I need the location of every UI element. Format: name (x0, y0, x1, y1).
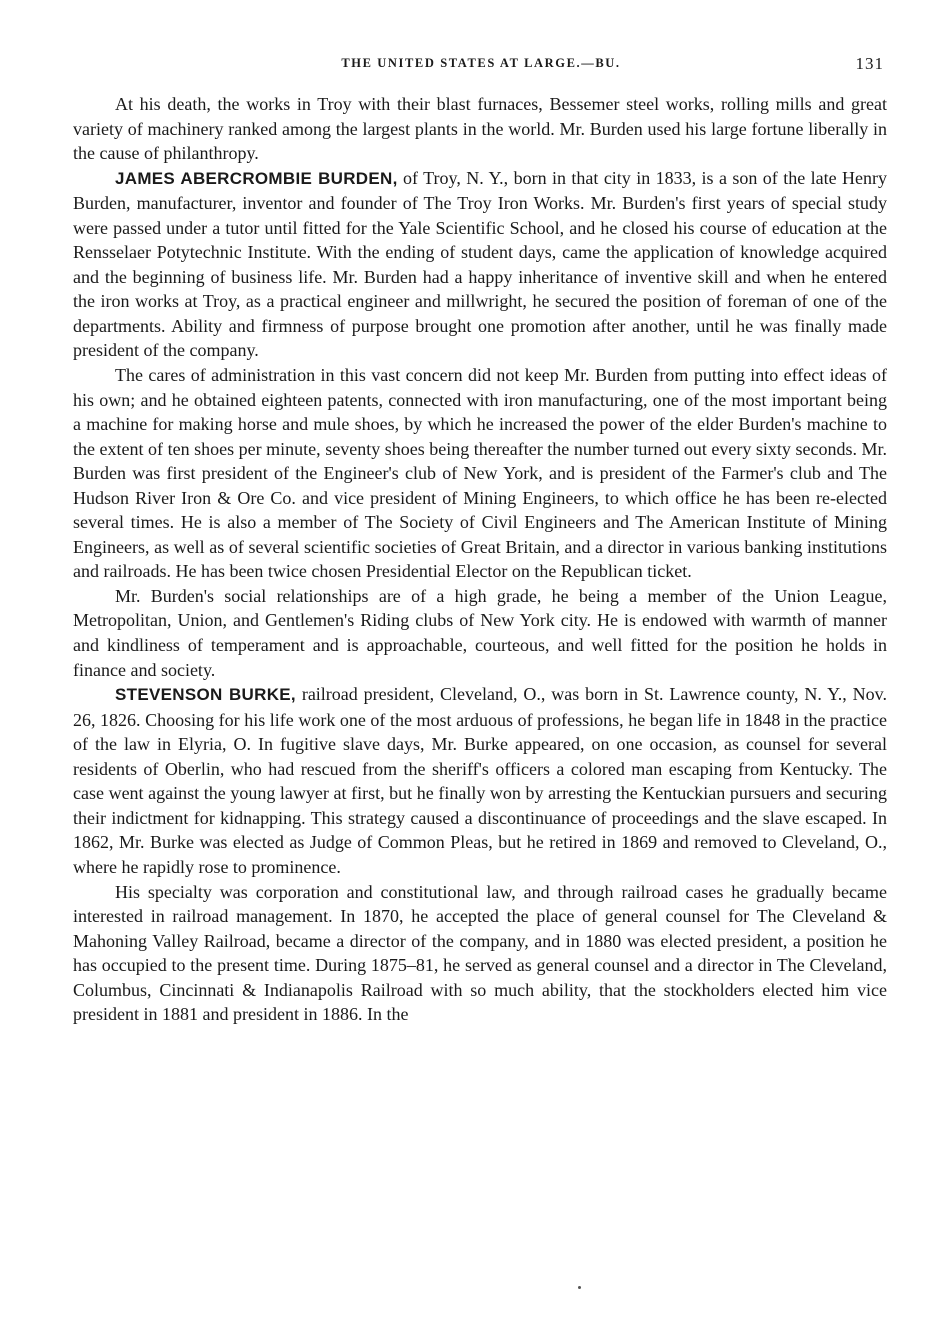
page-number: 131 (855, 54, 884, 73)
paragraph-text: of Troy, N. Y., born in that city in 1833, is a son of the late Henry Burden, manufacturer, inventor and founder of The Troy Iron Works. Mr. Burden's first years of special study were passed under a tutor until fitted for the Yale Scientific School, and he closed his course of education at the Rensselaer Potytechnic Institute. With the ending of student days, came the application of knowledge acquired and the beginning of business life. Mr. Burden had a happy inheritance of inventive skill and when he entered the iron works at Troy, as a practical engineer and millwright, he secured the position of foreman of one of the departments. Ability and firmness of purpose brought one promotion after another, until he was finally made president of the company. (73, 167, 888, 361)
paragraph-burden-henry-end (73, 92, 887, 166)
entry-heading-stevenson-burke: STEVENSON BURKE, (115, 685, 296, 705)
running-title: THE UNITED STATES AT LARGE.—BU. (341, 56, 621, 70)
print-speck (578, 1286, 581, 1289)
body-text (73, 92, 887, 1027)
paragraph-burden-social (73, 584, 887, 682)
paragraph-text: The cares of administration in this vast concern did not keep Mr. Burden from putting into effect ideas of his own; and he obtained eighteen patents, connected with iron manufacturing, one of the most important being a machine for making horse and mule shoes, by which he increased the power of the elder Burden's machine to the extent of ten shoes per minute, seventy shoes being thereafter the number turned out every sixty seconds. Mr. Burden was first president of the Engineer's club of New York, and is president of the Farmer's club and The Hudson River Iron & Ore Co. and vice president of Mining Engineers, to which office he has been re-elected several times. He is also a member of The Society of Civil Engineers and The American Institute of Mining Engineers, as well as of several scientific societies of Great Britain, and a director in various banking institutions and railroads. He has been twice chosen Presidential Elector on the Republican ticket. (73, 365, 887, 582)
paragraph-stevenson-burke (73, 682, 887, 879)
paragraph-james-burden (73, 166, 887, 363)
paragraph-burden-administration (73, 363, 887, 584)
paragraph-text: railroad president, Cleveland, O., was born in St. Lawrence county, N. Y., Nov. 26, 1826. Choosing for his life work one of the most arduous of professions, he began life in 1848 in the practice of the law in Elyria, O. In fugitive slave days, Mr. Burke appeared, on one occasion, as counsel for several residents of Oberlin, who had rescued from the sheriff's officers a colored man escaping from Kentucky. The case went against the young lawyer at first, but he finally won by arresting the Kentuckian pursuers and securing their indictment for kidnapping. This strategy caused a discontinuance of proceedings and the slave escaped. In 1862, Mr. Burke was elected as Judge of Common Pleas, but he retired in 1869 and removed to Cleveland, O., where he rapidly rose to prominence. (73, 684, 887, 877)
paragraph-text: At his death, the works in Troy with their blast furnaces, Bessemer steel works, rolling mills and great variety of machinery ranked among the largest plants in the world. Mr. Burden used his large fortune liberally in the cause of philanthropy. (73, 94, 887, 164)
running-head (76, 54, 886, 74)
paragraph-burke-railroad (73, 880, 887, 1027)
paragraph-text: His specialty was corporation and constitutional law, and through railroad cases he gradually became interested in railroad management. In 1870, he accepted the place of general counsel for The Cleveland & Mahoning Valley Railroad, became a director of the company, and in 1880 was elected president, a position he has occupied to the present time. During 1875–81, he served as general counsel and a director in The Cleveland, Columbus, Cincinnati & Indianapolis Railroad with so much ability, that the stockholders elected him vice president in 1881 and president in 1886. In the (73, 881, 887, 1025)
paragraph-text: Mr. Burden's social relationships are of a high grade, he being a member of the Union League, Metropolitan, Union, and Gentlemen's Riding clubs of New York city. He is endowed with warmth of manner and kindliness of temperament and is approachable, courteous, and well fitted for the position he holds in finance and society. (73, 585, 887, 680)
entry-heading-james-abercrombie-burden: JAMES ABERCROMBIE BURDEN, (115, 168, 398, 188)
